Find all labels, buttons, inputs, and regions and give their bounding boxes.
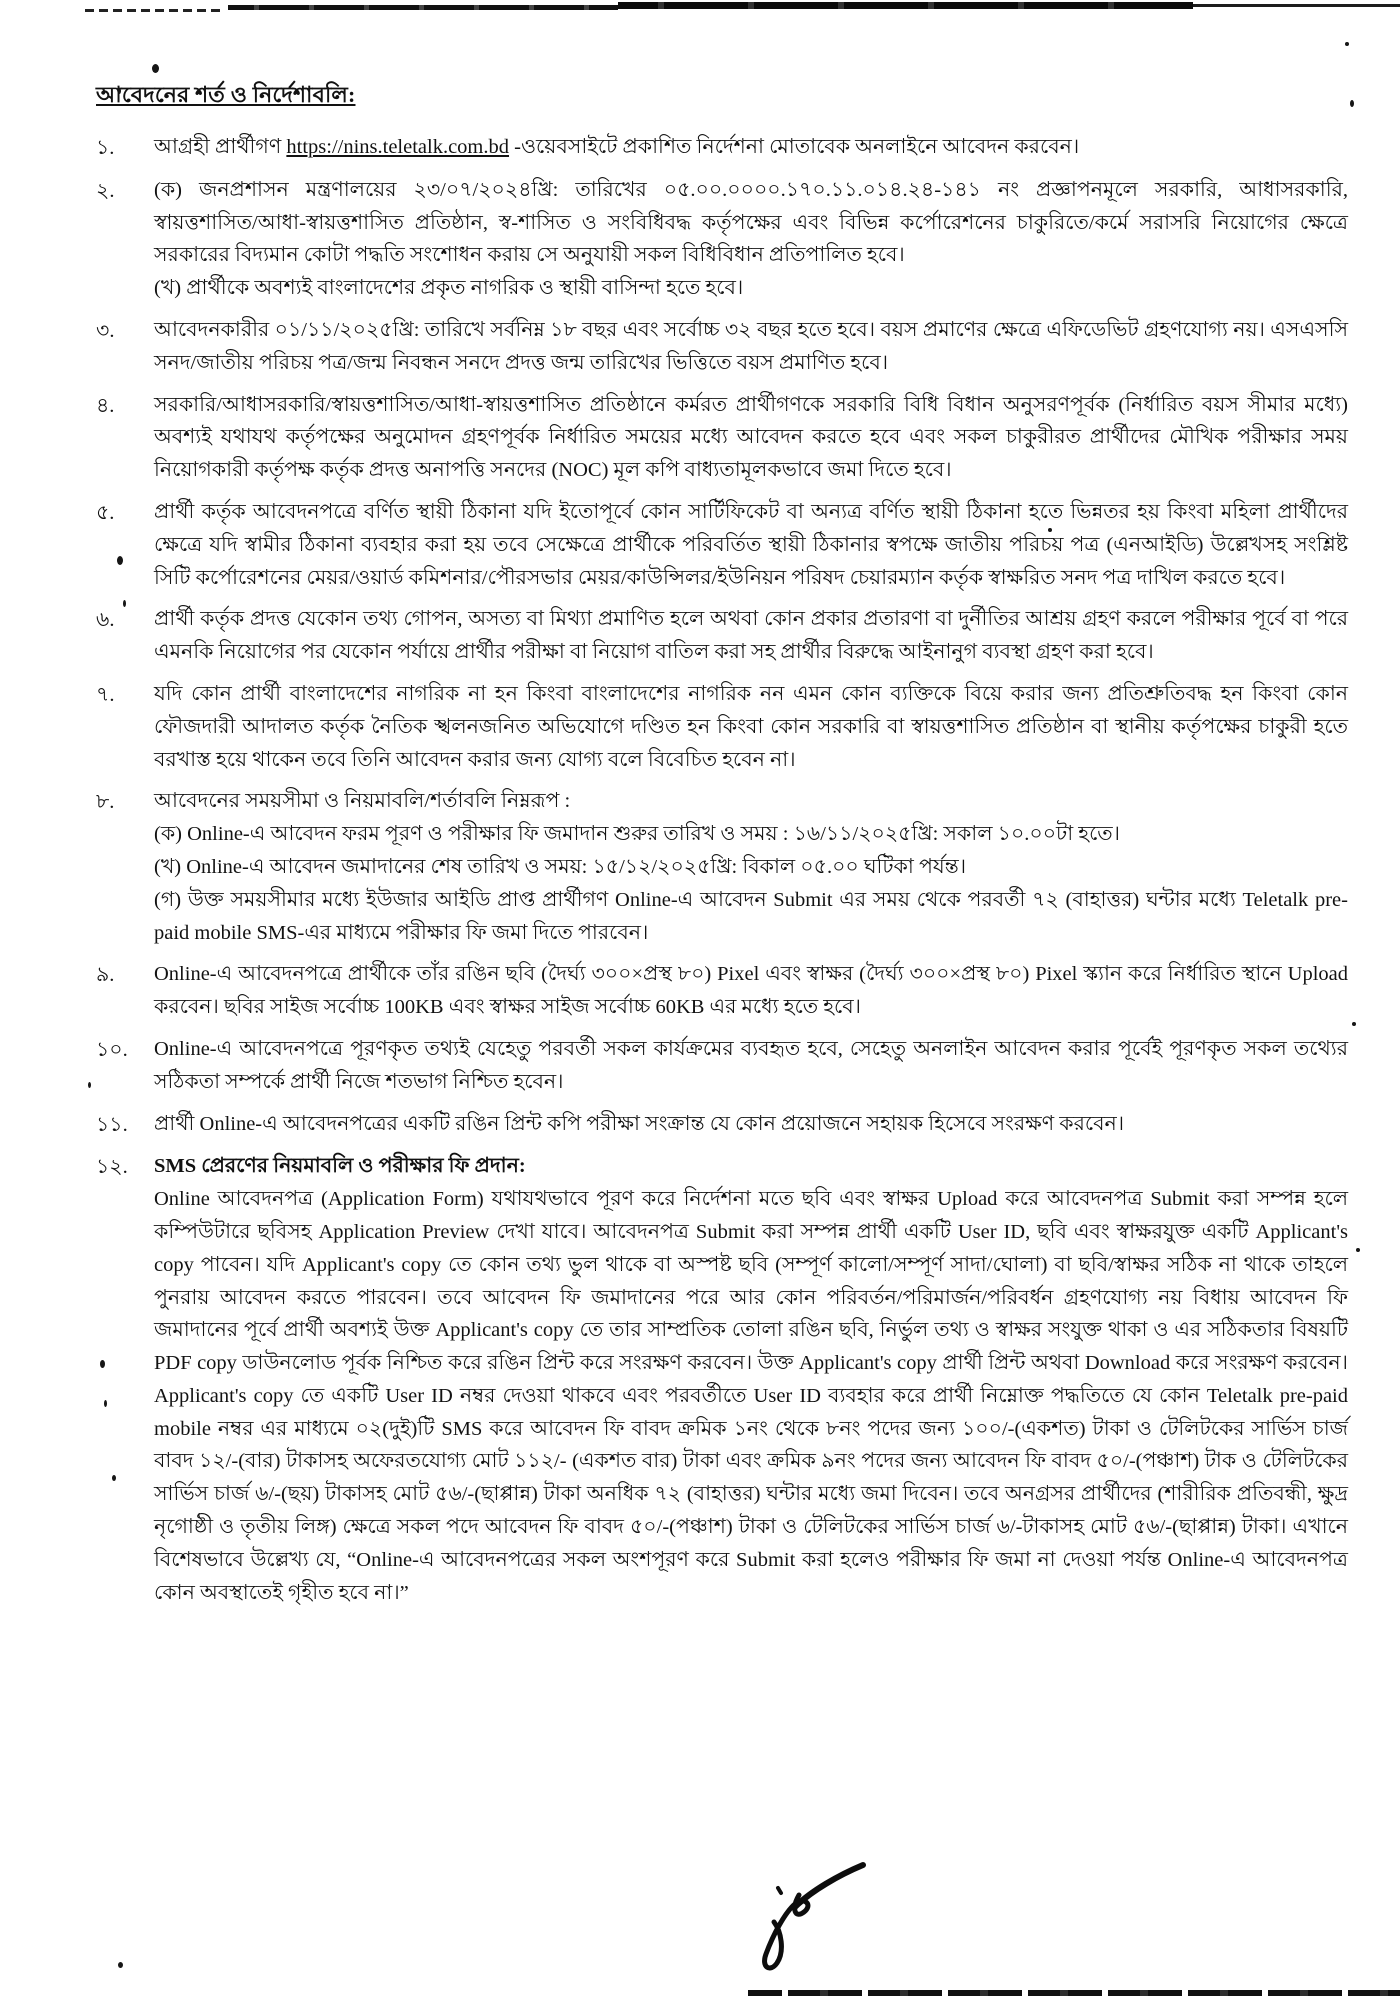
- item-number: ৩.: [96, 319, 115, 342]
- scan-artifact-top-line: [618, 2, 1193, 9]
- item-number: ৮.: [96, 791, 115, 814]
- item-text: [154, 1033, 1348, 1099]
- item-paragraph: Online-এ আবেদনপত্রে পূরণকৃত তথ্যই যেহেতু পরবর্তী সকল কার্যক্রমের ব্যবহৃত হবে, সেহেতু অনলাইন আবেদন করার পূর্বেই পূরণকৃত সকল তথ্যের সঠিকতা সম্পর্কে প্রার্থী নিজে শতভাগ নিশ্চিত হবেন।: [154, 1037, 1348, 1093]
- scan-artifact-bottom-line: [748, 1990, 1400, 1996]
- list-item: [96, 1108, 1348, 1142]
- list-item: [96, 1033, 1348, 1099]
- list-item: [96, 389, 1348, 487]
- item-text: [154, 174, 1348, 305]
- item-number: ৪.: [96, 394, 115, 417]
- item-subheading: SMS প্রেরণের নিয়মাবলি ও পরীক্ষার ফি প্রদান:: [154, 1155, 526, 1178]
- page-title: আবেদনের শর্ত ও নির্দেশাবলি:: [96, 82, 356, 107]
- scan-speck: [1345, 42, 1349, 46]
- item-number: ৫.: [96, 501, 115, 524]
- list-item: [96, 496, 1348, 594]
- list-item: [96, 678, 1348, 776]
- item-paragraph: (ক) Online-এ আবেদন ফরম পূরণ ও পরীক্ষার ফি জমাদান শুরুর তারিখ ও সময় : ১৬/১১/২০২৫খ্রি: সকাল ১০.০০টা হতে।: [154, 823, 1121, 846]
- item-paragraph: (খ) Online-এ আবেদন জমাদানের শেষ তারিখ ও সময়: ১৫/১২/২০২৫খ্রি: বিকাল ০৫.০০ ঘটিকা পর্যন্ত।: [154, 855, 967, 878]
- item-text: [154, 785, 1348, 949]
- item-paragraph: (খ) প্রার্থীকে অবশ্যই বাংলাদেশের প্রকৃত নাগরিক ও স্থায়ী বাসিন্দা হতে হবে।: [154, 277, 744, 300]
- item-number: ২.: [96, 179, 115, 202]
- item-number: ১১.: [96, 1113, 128, 1136]
- list-item: [96, 785, 1348, 949]
- item-text: [154, 958, 1348, 1024]
- scan-artifact-top-line: [85, 9, 220, 12]
- list-item: [96, 1150, 1348, 1609]
- list-item: [96, 603, 1348, 669]
- item-paragraph: (ক) জনপ্রশাসন মন্ত্রণালয়ের ২৩/০৭/২০২৪খ্রি: তারিখের ০৫.০০.০০০০.১৭০.১১.০১৪.২৪-১৪১ নং প্রজ্ঞাপনমূলে সরকারি, আধাসরকারি, স্বায়ত্তশাসিত/আধা-স্বায়ত্তশাসিত প্রতিষ্ঠান, স্ব-শাসিত ও সংবিধিবদ্ধ কর্তৃপক্ষের এবং বিভিন্ন কর্পোরেশনের চাকুরিতে/কর্মে সরাসরি নিয়োগের ক্ষেত্রে সরকারের বিদ্যমান কোটা পদ্ধতি সংশোধন করায় সে অনুযায়ী সকল বিধিবিধান প্রতিপালিত হবে।: [154, 178, 1348, 267]
- scan-speck: [1352, 1022, 1356, 1026]
- item-number: ৯.: [96, 964, 115, 987]
- item-text: [154, 603, 1348, 669]
- item-number: ১.: [96, 137, 115, 159]
- list-item: [96, 314, 1348, 380]
- application-url: https://nins.teletalk.com.bd: [286, 136, 510, 158]
- scan-speck: [152, 64, 159, 73]
- list-item: [96, 174, 1348, 305]
- item-text-after: -ওয়েবসাইটে প্রকাশিত নির্দেশনা মোতাবেক অনলাইনে আবেদন করবেন।: [509, 136, 1080, 158]
- item-paragraph: Online আবেদনপত্র (Application Form) যথাযথভাবে পূরণ করে নির্দেশনা মতে ছবি এবং স্বাক্ষর Upload করে আবেদনপত্র Submit করা সম্পন্ন হলে কম্পিউটারে ছবিসহ Application Preview দেখা যাবে। আবেদনপত্র Submit করা সম্পন্ন প্রার্থী একটি User ID, ছবি এবং স্বাক্ষরযুক্ত একটি Applicant's copy পাবেন। যদি Applicant's copy তে কোন তথ্য ভুল থাকে বা অস্পষ্ট ছবি (সম্পূর্ণ কালো/সম্পূর্ণ সাদা/ঘোলা) বা ছবি/স্বাক্ষর সঠিক না থাকে তাহলে পুনরায় আবেদন করতে পারবেন। তবে আবেদন ফি জমাদানের পরে আর কোন পরিবর্তন/পরিমার্জন/পরিবর্ধন গ্রহণযোগ্য নয় বিধায় আবেদন ফি জমাদানের পূর্বে প্রার্থী অবশ্যই উক্ত Applicant's copy তে তার সাম্প্রতিক তোলা রঙিন ছবি, নির্ভুল তথ্য ও স্বাক্ষর সংযুক্ত থাকা ও এর সঠিকতার বিষয়টি PDF copy ডাউনলোড পূর্বক নিশ্চিত করে রঙিন প্রিন্ট করে সংরক্ষণ করবেন। উক্ত Applicant's copy প্রার্থী প্রিন্ট অথবা Download করে সংরক্ষণ করবেন। Applicant's copy তে একটি User ID নম্বর দেওয়া থাকবে এবং পরবর্তীতে User ID ব্যবহার করে প্রার্থী নিম্নোক্ত পদ্ধতিতে যে কোন Teletalk pre-paid mobile নম্বর এর মাধ্যমে ০২(দুই)টি SMS করে আবেদন ফি বাবদ ক্রমিক ১নং থেকে ৮নং পদের জন্য ১০০/-(একশত) টাকা ও টেলিটকের সার্ভিস চার্জ বাবদ ১২/-(বার) টাকাসহ অফেরতযোগ্য মোট ১১২/- (একশত বার) টাকা এবং ক্রমিক ৯নং পদের জন্য আবেদন ফি বাবদ ৫০/-(পঞ্চাশ) টাক ও টেলিটকের সার্ভিস চার্জ ৬/-(ছয়) টাকাসহ মোট ৫৬/-(ছাপ্পান্ন) টাকা অনধিক ৭২ (বাহাত্তর) ঘন্টার মধ্যে জমা দিবেন। তবে অনগ্রসর প্রার্থীদের (শারীরিক প্রতিবন্ধী, ক্ষুদ্র নৃগোষ্ঠী ও তৃতীয় লিঙ্গ) ক্ষেত্রে সকল পদে আবেদন ফি বাবদ ৫০/-(পঞ্চাশ) টাকা ও টেলিটকের সার্ভিস চার্জ ৬/-টাকাসহ মোট ৫৬/-(ছাপ্পান্ন) টাকা। এখানে বিশেষভাবে উল্লেখ্য যে, “Online-এ আবেদনপত্রের সকল অংশপূরণ করে Submit করা হলেও পরীক্ষার ফি জমা না দেওয়া পর্যন্ত Online-এ আবেদনপত্র কোন অবস্থাতেই গৃহীত হবে না।”: [154, 1188, 1348, 1604]
- item-number: ৬.: [96, 609, 115, 632]
- item-paragraph: [154, 131, 1348, 164]
- scan-speck: [118, 1962, 123, 1968]
- item-number: ৭.: [96, 683, 115, 706]
- document-body: [96, 78, 1348, 1618]
- item-paragraph: Online-এ আবেদনপত্রে প্রার্থীকে তাঁর রঙিন ছবি (দৈর্ঘ্য ৩০০×প্রস্থ ৮০) Pixel এবং স্বাক্ষর (দৈর্ঘ্য ৩০০×প্রস্থ ৮০) Pixel স্ক্যান করে নির্ধারিত স্থানে Upload করবেন। ছবির সাইজ সর্বোচ্চ 100KB এবং স্বাক্ষর সাইজ সর্বোচ্চ 60KB এর মধ্যে হতে হবে।: [154, 963, 1348, 1019]
- item-text-before: আগ্রহী প্রার্থীগণ: [154, 136, 287, 158]
- item-text: [154, 389, 1348, 487]
- item-paragraph: যদি কোন প্রার্থী বাংলাদেশের নাগরিক না হন কিংবা বাংলাদেশের নাগরিক নন এমন কোন ব্যক্তিকে বিয়ে করার জন্য প্রতিশ্রুতিবদ্ধ হন কিংবা কোন ফৌজদারী আদালত কর্তৃক নৈতিক স্খলনজনিত অভিযোগে দণ্ডিত হন কিংবা কোন সরকারি বা স্বায়ত্তশাসিত প্রতিষ্ঠান বা স্থানীয় কর্তৃপক্ষের চাকুরী হতে বরখাস্ত হয়ে থাকেন তবে তিনি আবেদন করার জন্য যোগ্য বলে বিবেচিত হবেন না।: [154, 682, 1348, 771]
- item-text: [154, 678, 1348, 776]
- scan-speck: [1350, 100, 1354, 107]
- item-number: ১২.: [96, 1156, 128, 1179]
- item-paragraph: প্রার্থী Online-এ আবেদনপত্রের একটি রঙিন প্রিন্ট কপি পরীক্ষা সংক্রান্ত যে কোন প্রয়োজনে সহায়ক হিসেবে সংরক্ষণ করবেন।: [154, 1112, 1125, 1135]
- item-text: [154, 131, 1348, 165]
- item-text: [154, 496, 1348, 594]
- list-item: [96, 131, 1348, 165]
- item-text: [154, 314, 1348, 380]
- scan-artifact-top-line: [228, 5, 618, 10]
- scan-artifact-top-line: [1193, 4, 1400, 7]
- signature-mark: [735, 1855, 885, 1985]
- list-item: [96, 958, 1348, 1024]
- item-paragraph: সরকারি/আধাসরকারি/স্বায়ত্তশাসিত/আধা-স্বায়ত্তশাসিত প্রতিষ্ঠানে কর্মরত প্রার্থীগণকে সরকারি বিধি বিধান অনুসরণপূর্বক (নির্ধারিত বয়স সীমার মধ্যে) অবশ্যই যথাযথ কর্তৃপক্ষের অনুমোদন গ্রহণপূর্বক নির্ধারিত সময়ের মধ্যে আবেদন করতে হবে এবং সকল চাকুরীরত প্রার্থীদের মৌখিক পরীক্ষার সময় নিয়োগকারী কর্তৃপক্ষ কর্তৃক প্রদত্ত অনাপত্তি সনদের (NOC) মূল কপি বাধ্যতামূলকভাবে জমা দিতে হবে।: [154, 393, 1348, 482]
- item-text: [154, 1150, 1348, 1609]
- item-paragraph: প্রার্থী কর্তৃক প্রদত্ত যেকোন তথ্য গোপন, অসত্য বা মিথ্যা প্রমাণিত হলে অথবা কোন প্রকার প্রতারণা বা দুর্নীতির আশ্রয় গ্রহণ করলে পরীক্ষার পূর্বে বা পরে এমনকি নিয়োগের পর যেকোন পর্যায়ে প্রার্থীর পরীক্ষা বা নিয়োগ বাতিল করা সহ প্রার্থীর বিরুদ্ধে আইনানুগ ব্যবস্থা গ্রহণ করা হবে।: [154, 608, 1348, 664]
- item-paragraph: প্রার্থী কর্তৃক আবেদনপত্রে বর্ণিত স্থায়ী ঠিকানা যদি ইতোপূর্বে কোন সার্টিফিকেট বা অন্যত্র বর্ণিত স্থায়ী ঠিকানা হতে ভিন্নতর হয় কিংবা মহিলা প্রার্থীদের ক্ষেত্রে যদি স্বামীর ঠিকানা ব্যবহার করা হয় তবে সেক্ষেত্রে প্রার্থীকে পরিবর্তিত স্থায়ী ঠিকানার স্বপক্ষে জাতীয় পরিচয় পত্র (এনআইডি) উল্লেখসহ সংশ্লিষ্ট সিটি কর্পোরেশনের মেয়র/ওয়ার্ড কমিশনার/পৌরসভার মেয়র/কাউন্সিলর/ইউনিয়ন পরিষদ চেয়ারম্যান কর্তৃক স্বাক্ষরিত সনদ পত্র দাখিল করতে হবে।: [154, 500, 1348, 589]
- item-text: [154, 1108, 1348, 1142]
- scan-speck: [1356, 1248, 1360, 1252]
- item-paragraph: আবেদনের সময়সীমা ও নিয়মাবলি/শর্তাবলি নিম্নরূপ :: [154, 790, 571, 813]
- scan-speck: [88, 1082, 91, 1088]
- item-paragraph: (গ) উক্ত সময়সীমার মধ্যে ইউজার আইডি প্রাপ্ত প্রার্থীগণ Online-এ আবেদন Submit এর সময় থেকে পরবর্তী ৭২ (বাহাত্তর) ঘন্টার মধ্যে Teletalk pre-paid mobile SMS-এর মাধ্যমে পরীক্ষার ফি জমা দিতে পারবেন।: [154, 888, 1348, 944]
- item-paragraph: আবেদনকারীর ০১/১১/২০২৫খ্রি: তারিখে সর্বনিম্ন ১৮ বছর এবং সর্বোচ্চ ৩২ বছর হতে হবে। বয়স প্রমাণের ক্ষেত্রে এফিডেভিট গ্রহণযোগ্য নয়। এসএসসি সনদ/জাতীয় পরিচয় পত্র/জন্ম নিবন্ধন সনদে প্রদত্ত জন্ম তারিখের ভিত্তিতে বয়স প্রমাণিত হবে।: [154, 318, 1348, 374]
- item-number: ১০.: [96, 1038, 128, 1061]
